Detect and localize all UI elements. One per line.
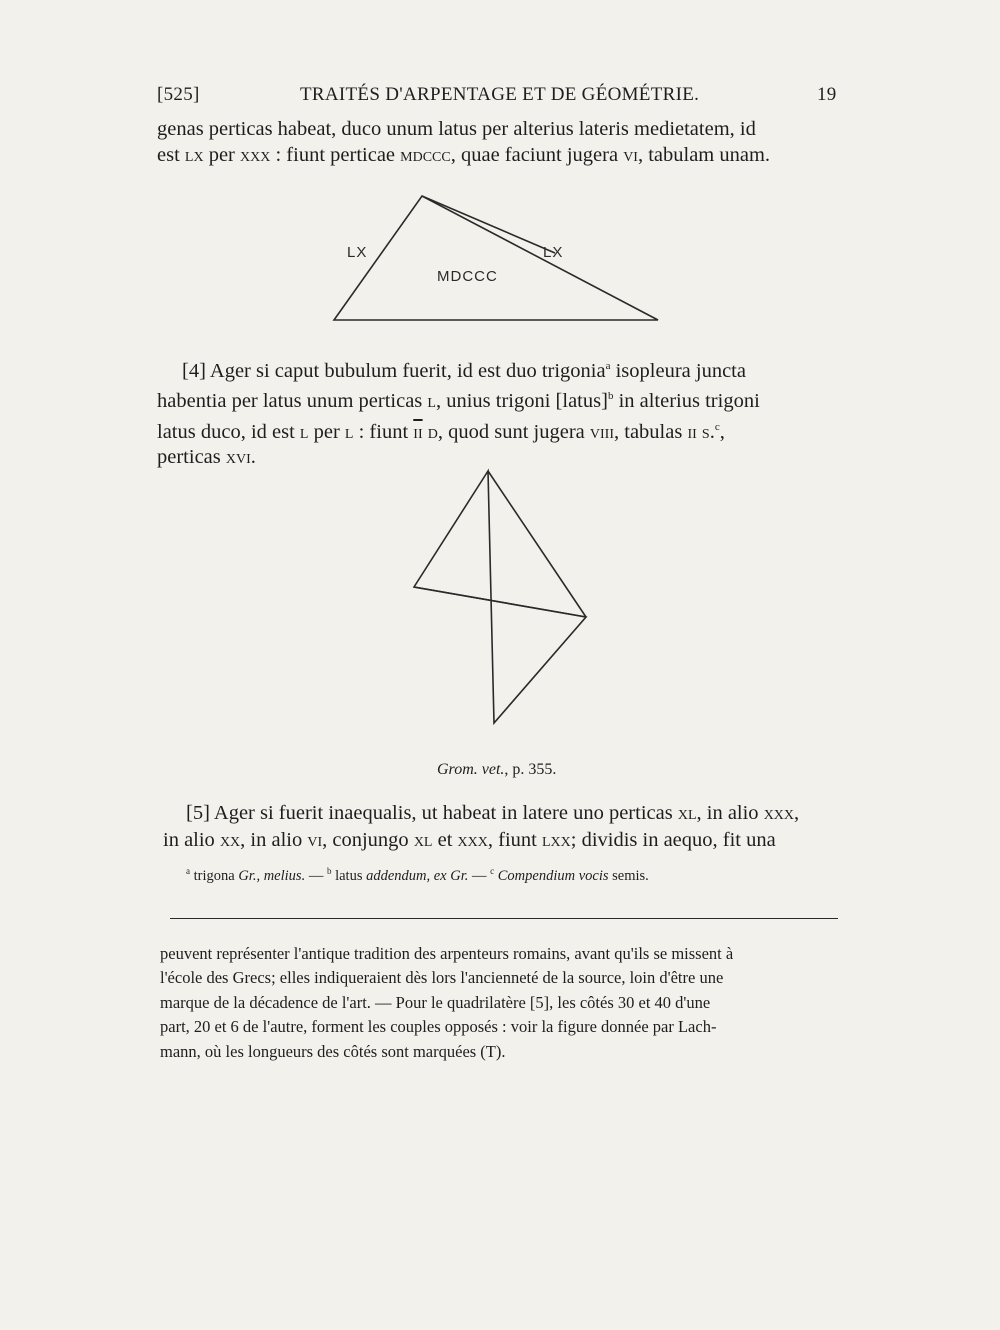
median-line: [422, 196, 555, 253]
commentary-line-3: marque de la décadence de l'art. — Pour le quadrilatère [5], les côtés 30 et 40 d'une: [160, 992, 711, 1012]
commentary: [160, 942, 733, 1064]
figure-two-triangles: [400, 465, 600, 730]
paragraph-1-line-1: genas perticas habeat, duco unum latus per alterius lateris medietatem, id: [157, 118, 756, 140]
triangle-outline: [334, 196, 658, 320]
paragraph-5: [163, 800, 799, 854]
paragraph-1: [157, 117, 770, 168]
commentary-line-1: peuvent représenter l'antique tradition des arpenteurs romains, avant qu'ils se missent à: [160, 944, 734, 963]
figure-label-right: LX: [543, 244, 564, 261]
figure-label-left: LX: [347, 244, 368, 261]
paragraph-4-line-2: habentia per latus unum perticas l, unius trigoni [latus]$^b$ in alterius trigoni: [157, 390, 760, 413]
paragraph-5-line-2: in alio xx, in alio vi, conjungo xl et xxx, fiunt lxx; dividis in aequo, fit una: [163, 829, 776, 851]
figure-triangle: [320, 190, 680, 330]
paragraph-4: [157, 354, 760, 470]
paragraph-1-line-2: est lx per xxx : fiunt perticae mdccc, quae faciunt jugera vi, tabulam unam.: [157, 143, 771, 166]
paragraph-4-line-3: latus duco, id est l per l : fiunt $\overline{ii}$ d, quod sunt jugera viii, tabulas ii s.$^c$,: [157, 420, 725, 443]
commentary-divider: [170, 918, 838, 919]
paragraph-5-line-1: [5] Ager si fuerit inaequalis, ut habeat in latere uno perticas xl, in alio xxx,: [186, 802, 800, 824]
shared-edge: [414, 587, 586, 617]
upper-right-edge: [488, 471, 586, 617]
paragraph-4-line-4: perticas xvi.: [157, 445, 256, 468]
footnotes: $^a$ trigona Gr., melius. — $^b$ latus addendum, ex Gr. — $^c$ Compendium vocis semis.: [186, 866, 649, 884]
running-header-left: [525]: [157, 84, 200, 105]
figure-label-center: MDCCC: [437, 268, 498, 285]
figure-caption: Grom. vet., p. 355.: [437, 761, 557, 778]
quadrilateral-outline: [414, 471, 586, 723]
paragraph-4-line-1: [4] Ager si caput bubulum fuerit, id est duo trigonia$^a$ isopleura juncta: [182, 359, 746, 382]
running-header-title: TRAITÉS D'ARPENTAGE ET DE GÉOMÉTRIE.: [300, 84, 700, 105]
commentary-line-2: l'école des Grecs; elles indiqueraient dès lors l'ancienneté de la source, loin d'être une: [160, 968, 724, 988]
page-number: 19: [817, 84, 837, 105]
commentary-line-4: part, 20 et 6 de l'autre, forment les couples opposés : voir la figure donnée par Lach-: [160, 1017, 717, 1037]
commentary-line-5: mann, où les longueurs des côtés sont marquées (T).: [160, 1041, 506, 1061]
